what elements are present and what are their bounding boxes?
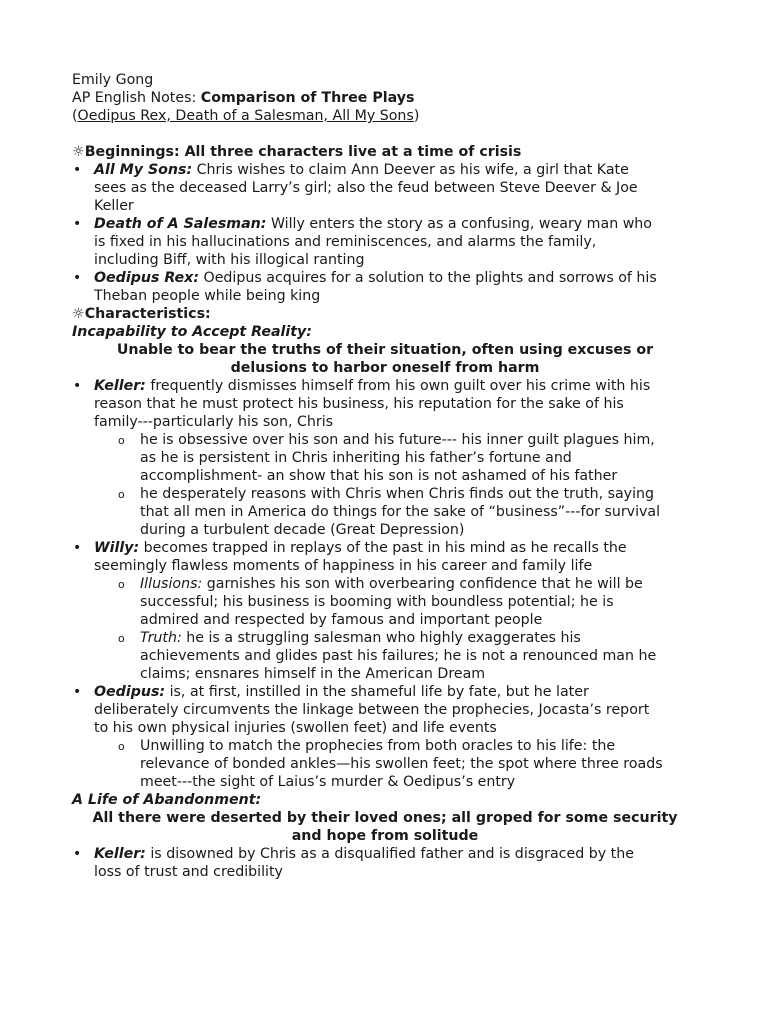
item-text: deliberately circumvents the linkage between the prophecies, Jocasta’s report xyxy=(94,702,650,718)
item-text: accomplishment- an show that his son is not ashamed of his father xyxy=(140,468,618,484)
item-text: as he is persistent in Chris inheriting his father’s fortune and xyxy=(140,450,572,466)
item-text: Willy enters the story as a confusing, weary man who xyxy=(266,216,652,232)
list-item xyxy=(72,845,698,881)
item-text: is, at first, instilled in the shameful life by fate, but he later xyxy=(165,684,589,700)
item-text: including Biff, with his illogical ranting xyxy=(94,252,365,268)
item-text: he is obsessive over his son and his future--- his inner guilt plagues him, xyxy=(140,432,655,448)
sub-bullet-icon: o xyxy=(118,632,125,645)
open-paren: ( xyxy=(72,108,78,124)
item-text: relevance of bonded ankles—his swollen feet; the spot where three roads xyxy=(140,756,663,772)
sun-icon: ☼ xyxy=(72,306,85,322)
item-text: reason that he must protect his business, his reputation for the sake of his xyxy=(94,396,624,412)
item-text: loss of trust and credibility xyxy=(94,864,283,880)
list-item xyxy=(72,683,698,737)
item-label: Illusions: xyxy=(140,576,203,592)
section-summary xyxy=(72,809,698,845)
list-item xyxy=(72,539,698,575)
author-name: Emily Gong xyxy=(72,72,154,88)
document-page xyxy=(72,71,698,881)
item-text: is fixed in his hallucinations and reminiscences, and alarms the family, xyxy=(94,234,597,250)
item-text: he is a struggling salesman who highly exaggerates his xyxy=(181,630,581,646)
sub-list-item xyxy=(72,737,698,791)
item-text: claims; ensnares himself in the American Dream xyxy=(140,666,486,682)
item-text: successful; his business is booming with boundless potential; he is xyxy=(140,594,614,610)
bullet-icon: • xyxy=(73,270,82,286)
sun-icon: ☼ xyxy=(72,144,85,160)
item-text: meet---the sight of Laius’s murder & Oedipus’s entry xyxy=(140,774,516,790)
item-text: achievements and glides past his failures; he is not a renounced man he xyxy=(140,648,657,664)
item-label: Oedipus Rex: xyxy=(94,270,200,286)
sub-list-item xyxy=(72,575,698,629)
item-text: family---particularly his son, Chris xyxy=(94,414,334,430)
item-text: Keller xyxy=(94,198,134,214)
sub-bullet-icon: o xyxy=(118,434,125,447)
item-text: becomes trapped in replays of the past in his mind as he recalls the xyxy=(139,540,627,556)
close-paren: ) xyxy=(413,108,420,124)
item-text: to his own physical injuries (swollen feet) and life events xyxy=(94,720,497,736)
item-text: he desperately reasons with Chris when Chris finds out the truth, saying xyxy=(140,486,655,502)
characteristics-heading xyxy=(72,305,698,323)
bullet-icon: • xyxy=(73,216,82,232)
plays-titles: Oedipus Rex, Death of a Salesman, All My Sons xyxy=(77,108,414,124)
summary-line: Unable to bear the truths of their situation, often using excuses or xyxy=(116,342,654,358)
bullet-icon: • xyxy=(73,378,82,394)
item-label: Oedipus: xyxy=(94,684,166,700)
sub-bullet-icon: o xyxy=(118,488,125,501)
item-text: Theban people while being king xyxy=(94,288,321,304)
item-text: frequently dismisses himself from his own guilt over his crime with his xyxy=(145,378,651,394)
item-text: Chris wishes to claim Ann Deever as his wife, a girl that Kate xyxy=(192,162,629,178)
summary-line: and hope from solitude xyxy=(291,828,479,844)
item-label: Death of A Salesman: xyxy=(94,216,267,232)
section-summary xyxy=(72,341,698,377)
beginnings-heading xyxy=(72,143,698,161)
bullet-icon: • xyxy=(73,684,82,700)
list-item xyxy=(72,269,698,305)
characteristics-heading-text: Characteristics: xyxy=(84,306,211,322)
sub-bullet-icon: o xyxy=(118,740,125,753)
item-text: that all men in America do things for the sake of “business”---for survival xyxy=(140,504,661,520)
item-label: Keller: xyxy=(94,846,146,862)
section-title: Incapability to Accept Reality: xyxy=(72,324,312,340)
bullet-icon: • xyxy=(73,846,82,862)
summary-line: delusions to harbor oneself from harm xyxy=(230,360,540,376)
item-text: sees as the deceased Larry’s girl; also the feud between Steve Deever & Joe xyxy=(94,180,638,196)
item-label: Willy: xyxy=(94,540,140,556)
item-text: Unwilling to match the prophecies from both oracles to his life: the xyxy=(140,738,616,754)
bullet-icon: • xyxy=(73,162,82,178)
plays-list xyxy=(72,107,698,125)
course-title: Comparison of Three Plays xyxy=(200,90,415,106)
item-text: Oedipus acquires for a solution to the plights and sorrows of his xyxy=(199,270,657,286)
sub-list-item xyxy=(72,485,698,539)
item-text: is disowned by Chris as a disqualified father and is disgraced by the xyxy=(145,846,634,862)
list-item xyxy=(72,377,698,431)
item-text: admired and respected by famous and important people xyxy=(140,612,543,628)
summary-line: All there were deserted by their loved ones; all groped for some security xyxy=(92,810,678,826)
item-label: Truth: xyxy=(140,630,182,646)
sub-list-item xyxy=(72,431,698,485)
sub-bullet-icon: o xyxy=(118,578,125,591)
item-text: seemingly flawless moments of happiness in his career and family life xyxy=(94,558,593,574)
beginnings-heading-text: Beginnings: All three characters live at a time of crisis xyxy=(84,144,522,160)
section-title: A Life of Abandonment: xyxy=(72,792,262,808)
sub-list-item xyxy=(72,629,698,683)
bullet-icon: • xyxy=(73,540,82,556)
item-label: All My Sons: xyxy=(94,162,193,178)
document-title xyxy=(72,89,698,107)
list-item xyxy=(72,215,698,269)
item-label: Keller: xyxy=(94,378,146,394)
item-text: during a turbulent decade (Great Depression) xyxy=(140,522,465,538)
course-prefix: AP English Notes: xyxy=(72,90,201,106)
list-item xyxy=(72,161,698,215)
item-text: garnishes his son with overbearing confidence that he will be xyxy=(202,576,643,592)
